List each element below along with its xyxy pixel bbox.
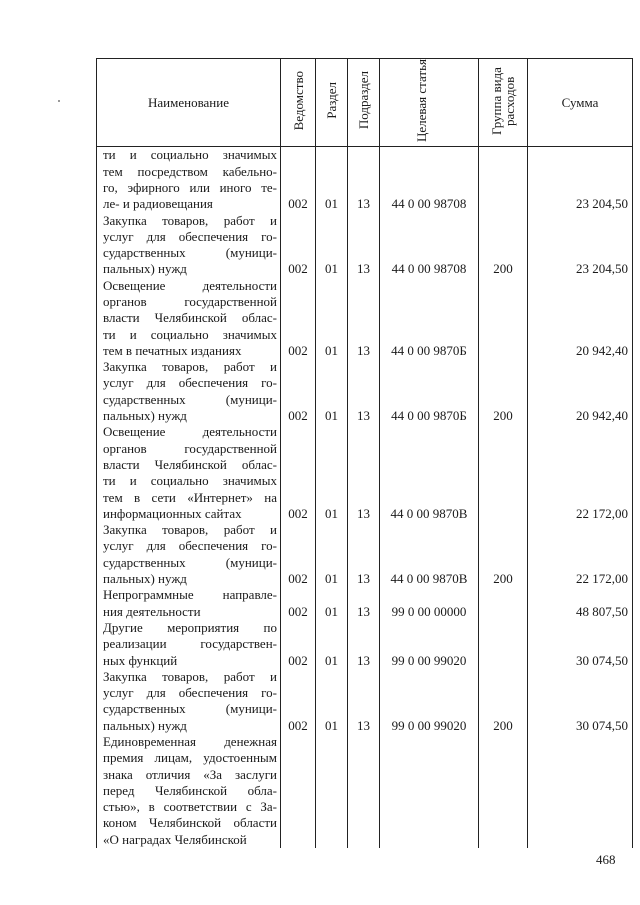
row-summa: 23 204,50: [528, 147, 633, 213]
row-summa: 30 074,50: [528, 669, 633, 734]
header-razdel: Раздел: [316, 59, 348, 147]
name-line: ти и социально значимых: [103, 326, 277, 342]
row-razdel: 01: [316, 359, 348, 424]
row-tselevaya-statya: 99 0 00 99020: [380, 620, 479, 669]
row-tselevaya-statya: 44 0 00 9870Б: [380, 278, 479, 359]
name-line: сударственных (муници-: [103, 391, 277, 407]
table-row: [97, 278, 633, 359]
name-line: ти и социально значимых: [103, 147, 277, 163]
row-summa: 23 204,50: [528, 213, 633, 278]
table-header-row: [97, 59, 633, 147]
name-line: Освещение деятельности: [103, 277, 277, 293]
row-razdel: 01: [316, 278, 348, 359]
name-line: Единовременная денежная: [103, 734, 277, 749]
row-podrazdel: 13: [348, 424, 380, 522]
table-row: [97, 669, 633, 734]
row-summa: 30 074,50: [528, 620, 633, 669]
row-vedomstvo: 002: [281, 587, 316, 620]
row-tselevaya-statya: [380, 734, 479, 848]
row-podrazdel: 13: [348, 147, 380, 213]
name-line: пальных) нужд: [103, 571, 187, 587]
table-row: [97, 359, 633, 424]
name-line: Освещение деятельности: [103, 424, 277, 440]
row-tselevaya-statya: 44 0 00 98708: [380, 213, 479, 278]
name-line: власти Челябинской облас-: [103, 456, 277, 472]
name-line: реализации государствен-: [103, 636, 277, 652]
name-line: Закупка товаров, работ и: [103, 212, 277, 228]
name-line: информационных сайтах: [103, 505, 242, 521]
name-line: Другие мероприятия по: [103, 619, 277, 635]
row-gruppa-vida-rashodov: [479, 734, 528, 848]
name-line: ния деятельности: [103, 603, 201, 619]
row-tselevaya-statya: 44 0 00 9870В: [380, 424, 479, 522]
row-name: [97, 359, 281, 424]
row-name: [97, 620, 281, 669]
row-gruppa-vida-rashodov: [479, 424, 528, 522]
name-line: Закупка товаров, работ и: [103, 359, 277, 375]
row-podrazdel: 13: [348, 278, 380, 359]
name-line: сударственных (муници-: [103, 245, 277, 261]
name-line: ти и социально значимых: [103, 473, 277, 489]
row-podrazdel: 13: [348, 587, 380, 620]
row-gruppa-vida-rashodov: [479, 147, 528, 213]
row-tselevaya-statya: 44 0 00 98708: [380, 147, 479, 213]
row-name: [97, 424, 281, 522]
row-tselevaya-statya: 99 0 00 99020: [380, 669, 479, 734]
row-name: [97, 147, 281, 213]
name-line: пальных) нужд: [103, 261, 187, 277]
row-razdel: 01: [316, 213, 348, 278]
row-name: [97, 734, 281, 848]
row-summa: 22 172,00: [528, 424, 633, 522]
row-tselevaya-statya: 99 0 00 00000: [380, 587, 479, 620]
name-line: го, эфирного или иного те-: [103, 179, 277, 195]
row-vedomstvo: [281, 734, 316, 848]
name-line: пальных) нужд: [103, 717, 187, 733]
name-line: власти Челябинской облас-: [103, 310, 277, 326]
name-line: тем в печатных изданиях: [103, 342, 242, 358]
row-podrazdel: 13: [348, 359, 380, 424]
row-tselevaya-statya: 44 0 00 9870Б: [380, 359, 479, 424]
name-line: коном Челябинской области: [103, 815, 277, 831]
row-vedomstvo: 002: [281, 424, 316, 522]
row-name: [97, 587, 281, 620]
name-line: услуг для обеспечения го-: [103, 375, 277, 391]
row-name: [97, 278, 281, 359]
name-line: пальных) нужд: [103, 408, 187, 424]
table-row: [97, 587, 633, 620]
scan-speck: [58, 100, 60, 102]
row-razdel: 01: [316, 147, 348, 213]
row-razdel: 01: [316, 669, 348, 734]
name-line: услуг для обеспечения го-: [103, 538, 277, 554]
header-podrazdel: Подраздел: [348, 59, 380, 147]
table-row: [97, 522, 633, 587]
table-row: [97, 620, 633, 669]
name-line: Закупка товаров, работ и: [103, 522, 277, 538]
name-line: «О наградах Челябинской: [103, 831, 247, 847]
name-line: тем посредством кабельно-: [103, 163, 277, 179]
table-row: [97, 147, 633, 213]
name-line: премия лицам, удостоенным: [103, 750, 277, 766]
row-name: [97, 213, 281, 278]
name-line: стью», в соответствии с За-: [103, 799, 277, 815]
name-line: перед Челябинской обла-: [103, 782, 277, 798]
page-number: 468: [596, 852, 616, 867]
table-row: [97, 734, 633, 848]
header-tselevaya-statya: Целевая статья: [380, 59, 479, 147]
row-summa: 20 942,40: [528, 359, 633, 424]
row-podrazdel: [348, 734, 380, 848]
row-gruppa-vida-rashodov: 200: [479, 359, 528, 424]
row-gruppa-vida-rashodov: [479, 620, 528, 669]
row-gruppa-vida-rashodov: [479, 278, 528, 359]
name-line: услуг для обеспечения го-: [103, 685, 277, 701]
row-vedomstvo: 002: [281, 213, 316, 278]
budget-table: [96, 58, 633, 848]
name-line: сударственных (муници-: [103, 701, 277, 717]
row-vedomstvo: 002: [281, 620, 316, 669]
row-name: [97, 522, 281, 587]
name-line: сударственных (муници-: [103, 554, 277, 570]
row-podrazdel: 13: [348, 620, 380, 669]
row-gruppa-vida-rashodov: 200: [479, 669, 528, 734]
row-name: [97, 669, 281, 734]
row-vedomstvo: 002: [281, 522, 316, 587]
name-line: ных функций: [103, 652, 178, 668]
row-razdel: 01: [316, 522, 348, 587]
row-podrazdel: 13: [348, 522, 380, 587]
row-vedomstvo: 002: [281, 359, 316, 424]
header-gruppa-vida-rashodov: Группа вида расходов: [479, 59, 528, 147]
row-summa: 48 807,50: [528, 587, 633, 620]
row-podrazdel: 13: [348, 669, 380, 734]
row-vedomstvo: 002: [281, 669, 316, 734]
name-line: Закупка товаров, работ и: [103, 668, 277, 684]
header-name: Наименование: [97, 59, 281, 147]
table-row: [97, 213, 633, 278]
row-vedomstvo: 002: [281, 147, 316, 213]
row-gruppa-vida-rashodov: [479, 587, 528, 620]
name-line: органов государственной: [103, 293, 277, 309]
row-gruppa-vida-rashodov: 200: [479, 522, 528, 587]
row-summa: 22 172,00: [528, 522, 633, 587]
row-razdel: 01: [316, 587, 348, 620]
row-vedomstvo: 002: [281, 278, 316, 359]
row-summa: 20 942,40: [528, 278, 633, 359]
row-razdel: 01: [316, 424, 348, 522]
name-line: знака отличия «За заслуги: [103, 766, 277, 782]
row-summa: [528, 734, 633, 848]
row-razdel: [316, 734, 348, 848]
name-line: услуг для обеспечения го-: [103, 228, 277, 244]
row-razdel: 01: [316, 620, 348, 669]
name-line: Непрограммные направле-: [103, 587, 277, 603]
header-vedomstvo: Ведомство: [281, 59, 316, 147]
row-podrazdel: 13: [348, 213, 380, 278]
row-gruppa-vida-rashodov: 200: [479, 213, 528, 278]
name-line: ле- и радиовещания: [103, 196, 213, 212]
header-summa: Сумма: [528, 59, 633, 147]
row-tselevaya-statya: 44 0 00 9870В: [380, 522, 479, 587]
table-row: [97, 424, 633, 522]
name-line: тем в сети «Интернет» на: [103, 489, 277, 505]
name-line: органов государственной: [103, 440, 277, 456]
